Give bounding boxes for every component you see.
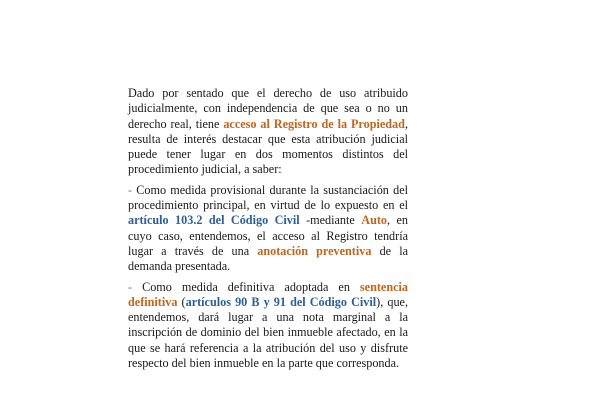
paragraph-medida-definitiva [128, 280, 408, 372]
paragraph-text: Como medida provisional durante la sustanciación del procedimiento principal, en virtud de lo expuesto en el [128, 182, 408, 213]
highlight-auto: Auto [361, 213, 387, 228]
document-body [128, 86, 408, 371]
highlight-sentencia-definitiva: sentencia definitiva [128, 279, 408, 309]
paragraph-text: de la demanda presentada. [128, 243, 408, 274]
paragraph-medida-provisional [128, 183, 408, 275]
paragraph-text: , en cuyo caso, entendemos, el acceso al Registro tendría lugar a través de una [128, 213, 408, 258]
paragraph-intro [128, 86, 408, 178]
paragraph-text: Dado por sentado que el derecho de uso atribuido judicialmente, con independencia de que sea o no un derecho real, tiene [128, 86, 408, 131]
list-dash: - [128, 279, 143, 294]
paragraph-text: , resulta de interés destacar que esta atribución judicial puede tener lugar en dos momentos distintos del procedimiento judicial, a saber: [128, 116, 408, 177]
highlight-registro-propiedad: acceso al Registro de la Propiedad [223, 116, 405, 131]
highlight-articulo-103-2: artículo 103.2 del Código Civil [128, 213, 300, 228]
paragraph-text: ), que, entendemos, dará lugar a una nota marginal a la inscripción de dominio del bien inmueble afectado, en la que se hará referencia a la atribución del uso y disfrute respecto del bien inmueble en la parte que corresponda. [128, 294, 409, 371]
paragraph-text: ( [177, 294, 186, 309]
highlight-anotacion-preventiva: anotación preventiva [257, 243, 372, 258]
paragraph-text: -mediante [299, 213, 362, 228]
paragraph-text: Como medida definitiva adoptada en [142, 279, 360, 294]
list-dash: - [128, 182, 137, 197]
highlight-articulos-90b-91: artículos 90 B y 91 del Código Civil [185, 294, 377, 309]
